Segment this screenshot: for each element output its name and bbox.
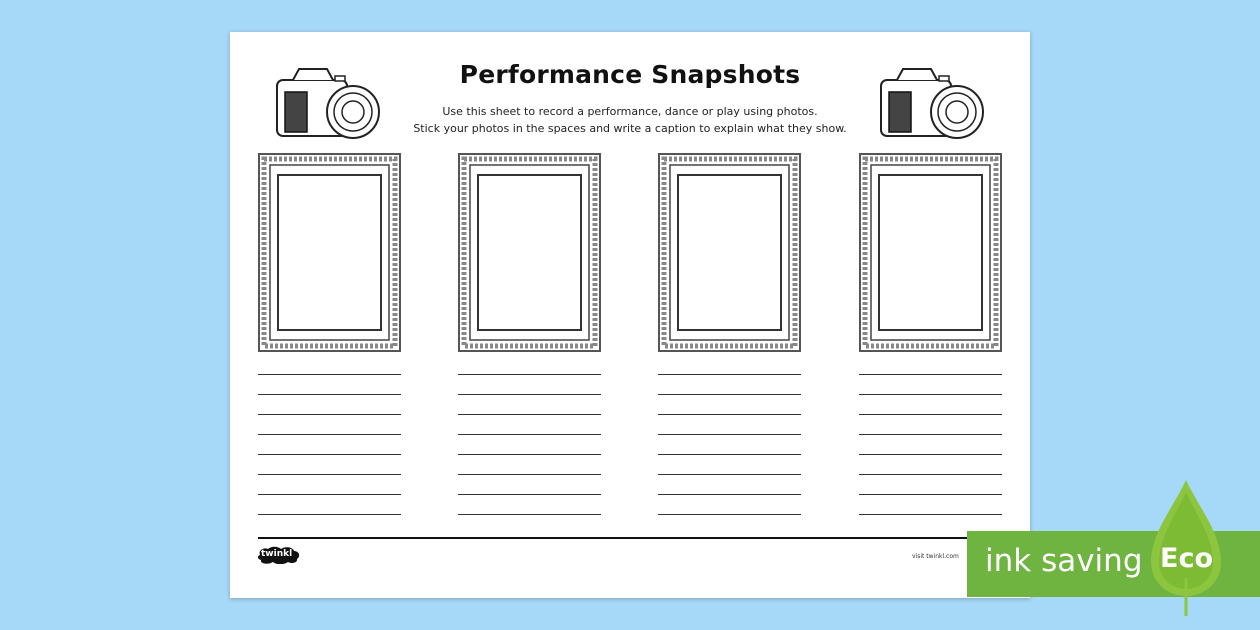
caption-line[interactable] [458,415,601,435]
caption-lines-1[interactable] [258,372,401,515]
instruction-line-2: Stick your photos in the spaces and write a caption to explain what they show. [413,122,847,135]
caption-line[interactable] [658,395,801,415]
caption-line[interactable] [258,495,401,515]
photo-frame-3[interactable] [658,153,801,352]
caption-line[interactable] [859,455,1002,475]
caption-line[interactable] [859,415,1002,435]
page-title: Performance Snapshots [459,60,801,89]
caption-line[interactable] [859,475,1002,495]
caption-line[interactable] [859,375,1002,395]
caption-line[interactable] [258,375,401,395]
caption-line[interactable] [458,375,601,395]
caption-lines-2[interactable] [458,372,601,515]
photo-frame-1[interactable] [258,153,401,352]
instruction-line-1: Use this sheet to record a performance, dance or play using photos. [442,105,818,118]
caption-line[interactable] [458,475,601,495]
caption-line[interactable] [658,495,801,515]
caption-line[interactable] [658,475,801,495]
caption-line[interactable] [658,455,801,475]
caption-line[interactable] [859,435,1002,455]
ink-saving-label: ink saving [985,543,1143,579]
caption-line[interactable] [458,495,601,515]
caption-line[interactable] [658,435,801,455]
caption-line[interactable] [859,495,1002,515]
caption-line[interactable] [258,475,401,495]
caption-line[interactable] [658,415,801,435]
caption-line[interactable] [658,375,801,395]
caption-line[interactable] [859,395,1002,415]
caption-line[interactable] [458,455,601,475]
photo-frame-4[interactable] [859,153,1002,352]
caption-line[interactable] [258,435,401,455]
caption-lines-3[interactable] [658,372,801,515]
twinkl-logo-text: twinkl [261,549,293,559]
photo-frame-2[interactable] [458,153,601,352]
caption-line[interactable] [258,415,401,435]
caption-line[interactable] [258,395,401,415]
visit-url: visit twinkl.com [912,553,959,560]
caption-line[interactable] [258,455,401,475]
caption-line[interactable] [458,435,601,455]
eco-label: Eco [1160,543,1213,574]
caption-lines-4[interactable] [859,372,1002,515]
footer-divider [258,537,1002,539]
caption-line[interactable] [458,395,601,415]
